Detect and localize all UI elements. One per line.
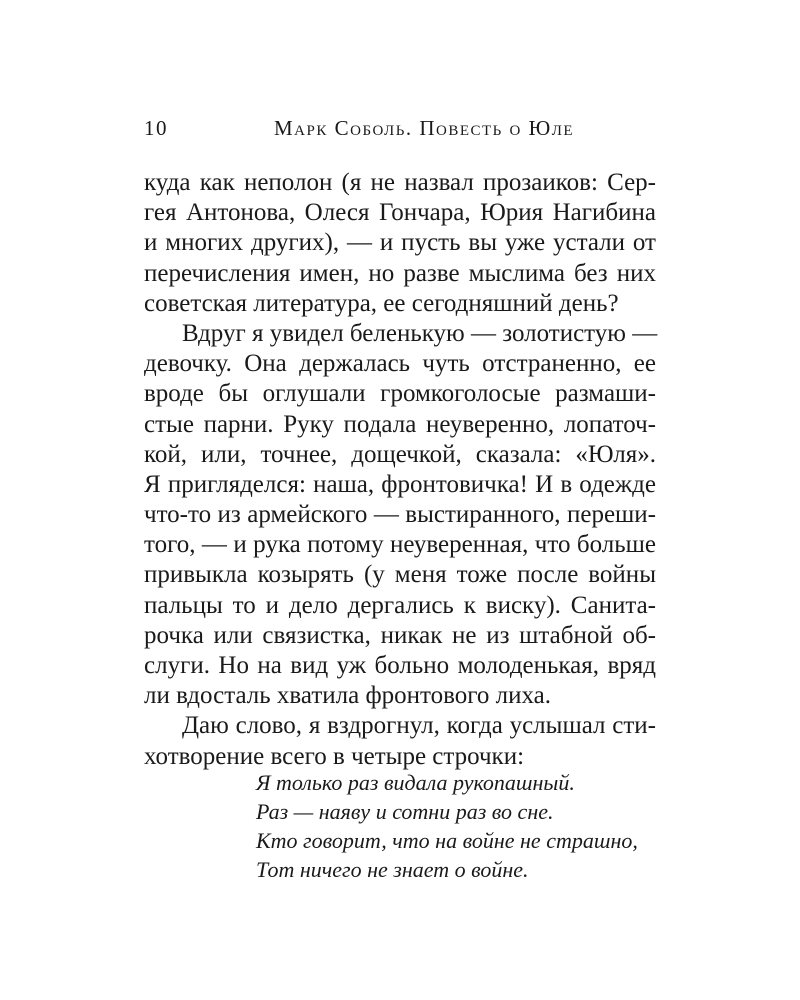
- poem-line: Я только раз видала рукопашный.: [256, 770, 575, 795]
- text-line: и многих других), — и пусть вы уже устали от: [144, 229, 656, 257]
- text-line: перечисления имен, но разве мыслима без них: [144, 259, 656, 287]
- text-line: Я пригляделся: наша, фронтовичка! И в одежде: [144, 470, 656, 498]
- text-line: того, — и рука потому неуверенная, что больше: [144, 531, 656, 559]
- text-line: куда как неполон (я не назвал прозаиков: Сер-: [144, 169, 656, 196]
- text-line: кой, или, точнее, дощечкой, сказала: «Юля».: [144, 440, 656, 468]
- text-line: советская литература, ее сегодняшний день?: [144, 289, 619, 317]
- poem-line: Тот ничего не знает о войне.: [256, 857, 529, 882]
- text-line: девочку. Она держалась чуть отстраненно, ее: [144, 350, 656, 378]
- text-line: пальцы то и дело дергались к виску). Санита-: [144, 591, 656, 619]
- running-head: [144, 116, 656, 146]
- text-line: вроде бы оглушали громкоголосые размаши-: [144, 380, 656, 408]
- text-line: что-то из армейского — выстиранного, переши-: [144, 501, 656, 529]
- running-title: Марк Соболь. Повесть о Юле: [274, 116, 575, 140]
- text-line: хотворение всего в четыре строчки:: [144, 742, 525, 770]
- body-text: [144, 168, 656, 772]
- text-line: слуги. Но на вид уж больно молоденькая, вряд: [144, 652, 656, 679]
- poem-line: Раз — наяву и сотни раз во сне.: [256, 799, 554, 824]
- text-line: гея Антонова, Олеся Гончара, Юрия Нагибина: [144, 199, 656, 227]
- poem-line: Кто говорит, что на войне не страшно,: [256, 828, 638, 853]
- text-line: Вдруг я увидел беленькую — золотистую —: [182, 319, 658, 347]
- text-line: рочка или связистка, никак не из штабной об-: [144, 621, 656, 649]
- text-line: ли вдосталь хватила фронтового лиха.: [144, 682, 552, 710]
- text-line: Даю слово, я вздрогнул, когда услышал сти-: [182, 712, 656, 740]
- poem-quote: [256, 768, 676, 884]
- page-number: 10: [144, 116, 168, 140]
- text-line: стые парни. Руку подала неуверенно, лопаточ-: [144, 410, 656, 438]
- text-line: привыкла козырять (у меня тоже после войны: [144, 561, 656, 589]
